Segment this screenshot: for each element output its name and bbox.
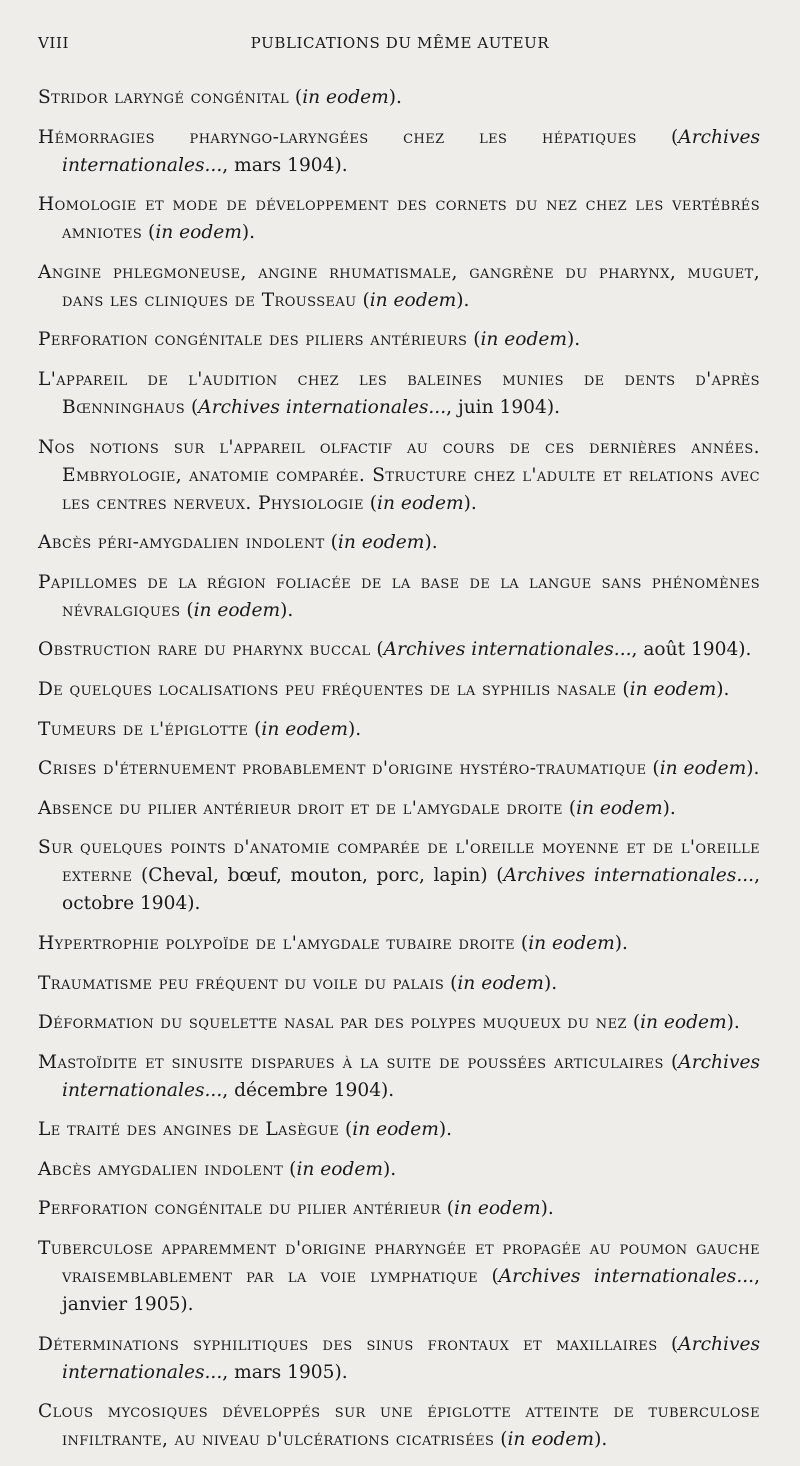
entry-punct-close: ). <box>716 678 730 700</box>
entry-punct-open: ( <box>440 1198 455 1220</box>
entry-title: Tuberculose apparemment d'origine pharyngée et propagée au poumon gauche vraisemblablement par la voie lymphatique <box>38 1238 760 1288</box>
publication-entry <box>38 366 760 422</box>
entry-title: Obstruction rare du pharynx buccal <box>38 639 371 661</box>
entry-source: Archives internationales... <box>498 1266 755 1288</box>
publication-entry <box>38 795 760 823</box>
publication-entry <box>38 124 760 180</box>
entry-punct-open: ( <box>444 972 458 994</box>
entry-punct-open: ( <box>478 1266 499 1288</box>
entry-title: Le traité des angines de Lasègue <box>38 1119 340 1141</box>
entry-punct-open: ( <box>515 932 529 954</box>
entry-source: in eodem <box>296 1158 384 1180</box>
entry-source: in eodem <box>352 1119 439 1141</box>
entry-punct-open: ( <box>142 222 156 244</box>
entry-title: Papillomes de la région foliacée de la base de la langue sans phénomènes névralgiques <box>38 571 760 621</box>
entry-punct-open: ( <box>363 492 378 514</box>
entry-source: Archives internationales... <box>198 396 447 418</box>
entry-title: Clous mycosiques développés sur une épiglotte atteinte de tuberculose infiltrante, au niveau d'ulcérations cicatrisées <box>38 1401 760 1451</box>
entry-punct-close: ). <box>540 1198 554 1220</box>
entry-title: Hémorragies pharyngo-laryngées chez les hépatiques <box>38 126 637 148</box>
entry-punct-open: ( <box>657 1333 679 1355</box>
entry-punct-open: ( <box>562 797 577 819</box>
publication-entry <box>38 930 760 958</box>
entry-title: Sur quelques points d'anatomie comparée de l'oreille moyenne et de l'oreille externe <box>38 837 760 887</box>
publication-entry <box>38 529 760 557</box>
entry-title: Nos notions sur l'appareil olfactif au cours de ces dernières années. Embryologie, anatomie comparée. Structure chez l'adulte et relations avec les centres nerveux. Physiologie <box>38 436 760 514</box>
entry-title: Stridor laryngé congénital <box>38 87 290 108</box>
entry-source: in eodem <box>576 797 663 819</box>
entry-punct-close: , août 1904). <box>631 639 752 661</box>
publication-entry <box>38 1049 760 1105</box>
entry-punct-open: ( <box>616 678 630 700</box>
entry-punct-close: , juin 1904). <box>446 396 561 418</box>
entry-title: Déterminations syphilitiques des sinus frontaux et maxillaires <box>38 1333 658 1355</box>
publication-entry <box>38 970 760 998</box>
entry-source: in eodem <box>155 222 242 244</box>
entry-punct-close: , octobre 1904). <box>62 865 761 915</box>
entry-punct-open: ( <box>494 1429 508 1451</box>
entry-source: in eodem <box>457 972 544 994</box>
entry-source: Archives internationales... <box>503 865 755 887</box>
entry-punct-close: ). <box>383 1158 397 1180</box>
entry-punct-close: ). <box>463 492 477 514</box>
entry-title: Perforation congénitale des piliers antérieurs <box>38 329 468 351</box>
entry-punct-open: ( <box>370 639 384 661</box>
entry-title: De quelques localisations peu fréquentes de la syphilis nasale <box>38 678 617 700</box>
entry-title: Tumeurs de l'épiglotte <box>38 718 249 740</box>
publication-entry <box>38 636 760 664</box>
entry-source: Archives internationales... <box>62 1051 760 1101</box>
entry-source: in eodem <box>377 492 464 514</box>
entry-punct-open: ( <box>339 1119 353 1141</box>
running-title: PUBLICATIONS DU MÊME AUTEUR <box>250 34 550 52</box>
entry-punct-open: ( <box>180 599 194 621</box>
entry-source: in eodem <box>629 678 717 700</box>
entry-punct-close: ). <box>241 222 256 244</box>
publication-entry <box>38 259 760 315</box>
entry-punct-close: ). <box>388 87 402 108</box>
entry-source: Archives internationales... <box>383 639 632 661</box>
publication-entry <box>38 1331 760 1387</box>
entry-punct-open: ( <box>185 396 199 418</box>
entry-punct-close: ). <box>456 289 470 311</box>
entry-punct-close: ). <box>347 718 362 740</box>
entry-source: in eodem <box>640 1012 727 1034</box>
entry-title: Abcès péri-amygdalien indolent <box>38 532 325 554</box>
entry-punct-close: ). <box>567 329 581 351</box>
entry-punct-close: , mars 1904). <box>222 154 348 176</box>
entry-punct-open: ( <box>283 1158 297 1180</box>
publication-entry <box>38 1156 760 1184</box>
entry-source: in eodem <box>261 718 348 740</box>
publication-entry <box>38 676 760 704</box>
entry-title: Perforation congénitale du pilier antérieur <box>38 1198 441 1220</box>
entry-title: Angine phlegmoneuse, angine rhumatismale, gangrène du pharynx, muguet, dans les cliniques de Trousseau <box>38 261 760 311</box>
entry-source: in eodem <box>302 87 389 108</box>
entry-punct-close: ). <box>662 797 676 819</box>
entry-punct-close: ). <box>726 1012 740 1034</box>
entry-title: Homologie et mode de développement des cornets du nez chez les vertébrés amniotes <box>38 194 760 244</box>
entry-punct-close: , décembre 1904). <box>222 1079 395 1101</box>
entry-title: Déformation du squelette nasal par des polypes muqueux du nez <box>38 1012 627 1034</box>
publication-entry <box>38 326 760 354</box>
entry-punct-close: ). <box>543 972 558 994</box>
entry-title: L'appareil de l'audition chez les baleines munies de dents d'après Bœnninghaus <box>38 368 760 418</box>
entry-punct-open: ( <box>646 758 660 780</box>
entry-source: in eodem <box>528 932 615 954</box>
page-number: VIII <box>38 34 70 52</box>
entry-punct-close: ). <box>746 758 760 780</box>
entry-source: in eodem <box>369 289 457 311</box>
publication-entry <box>38 1398 760 1454</box>
entry-punct-open: ( <box>289 87 303 108</box>
entry-source: Archives internationales... <box>62 126 760 176</box>
publication-entry <box>38 84 760 112</box>
publication-entry <box>38 569 760 625</box>
entry-source: in eodem <box>507 1429 595 1451</box>
entry-punct-close: ). <box>438 1119 453 1141</box>
publication-entry <box>38 1195 760 1223</box>
publication-entry <box>38 755 760 783</box>
publication-entry <box>38 1009 760 1037</box>
entry-title: Abcès amygdalien indolent <box>38 1158 284 1180</box>
entry-punct-close: , janvier 1905). <box>62 1266 760 1316</box>
entry-punct-open: ( <box>636 126 679 148</box>
entry-punct-close: , mars 1905). <box>222 1361 348 1383</box>
entry-source: in eodem <box>454 1198 541 1220</box>
publication-entry <box>38 434 760 518</box>
entry-source: Archives internationales... <box>62 1333 760 1383</box>
entry-source: in eodem <box>480 329 568 351</box>
entry-punct-close: ). <box>594 1429 608 1451</box>
entry-punct-close: ). <box>614 932 628 954</box>
entry-title: Absence du pilier antérieur droit et de l'amygdale droite <box>38 797 563 819</box>
entry-punct-open: ( <box>467 329 481 351</box>
publication-entry <box>38 1116 760 1144</box>
entry-punct-open: ( <box>356 289 370 311</box>
publication-entry <box>38 191 760 247</box>
publication-entry <box>38 834 760 918</box>
entry-punct-open: (Cheval, bœuf, mouton, porc, lapin) ( <box>132 865 504 887</box>
entry-punct-open: ( <box>663 1051 679 1073</box>
entry-title: Traumatisme peu fréquent du voile du palais <box>38 972 445 994</box>
entry-punct-open: ( <box>248 718 262 740</box>
entry-title: Crises d'éternuement probablement d'origine hystéro-traumatique <box>38 758 647 780</box>
entry-punct-open: ( <box>626 1012 641 1034</box>
entry-source: in eodem <box>337 532 425 554</box>
entry-punct-close: ). <box>424 532 438 554</box>
publication-list <box>38 84 760 1466</box>
publication-entry <box>38 1235 760 1319</box>
publication-entry <box>38 716 760 744</box>
entry-title: Mastoïdite et sinusite disparues à la suite de poussées articulaires <box>38 1051 664 1073</box>
entry-punct-open: ( <box>324 532 338 554</box>
entry-source: in eodem <box>193 599 281 621</box>
entry-source: in eodem <box>659 758 747 780</box>
entry-punct-close: ). <box>280 599 294 621</box>
entry-title: Hypertrophie polypoïde de l'amygdale tubaire droite <box>38 932 516 954</box>
page-header <box>38 34 762 58</box>
